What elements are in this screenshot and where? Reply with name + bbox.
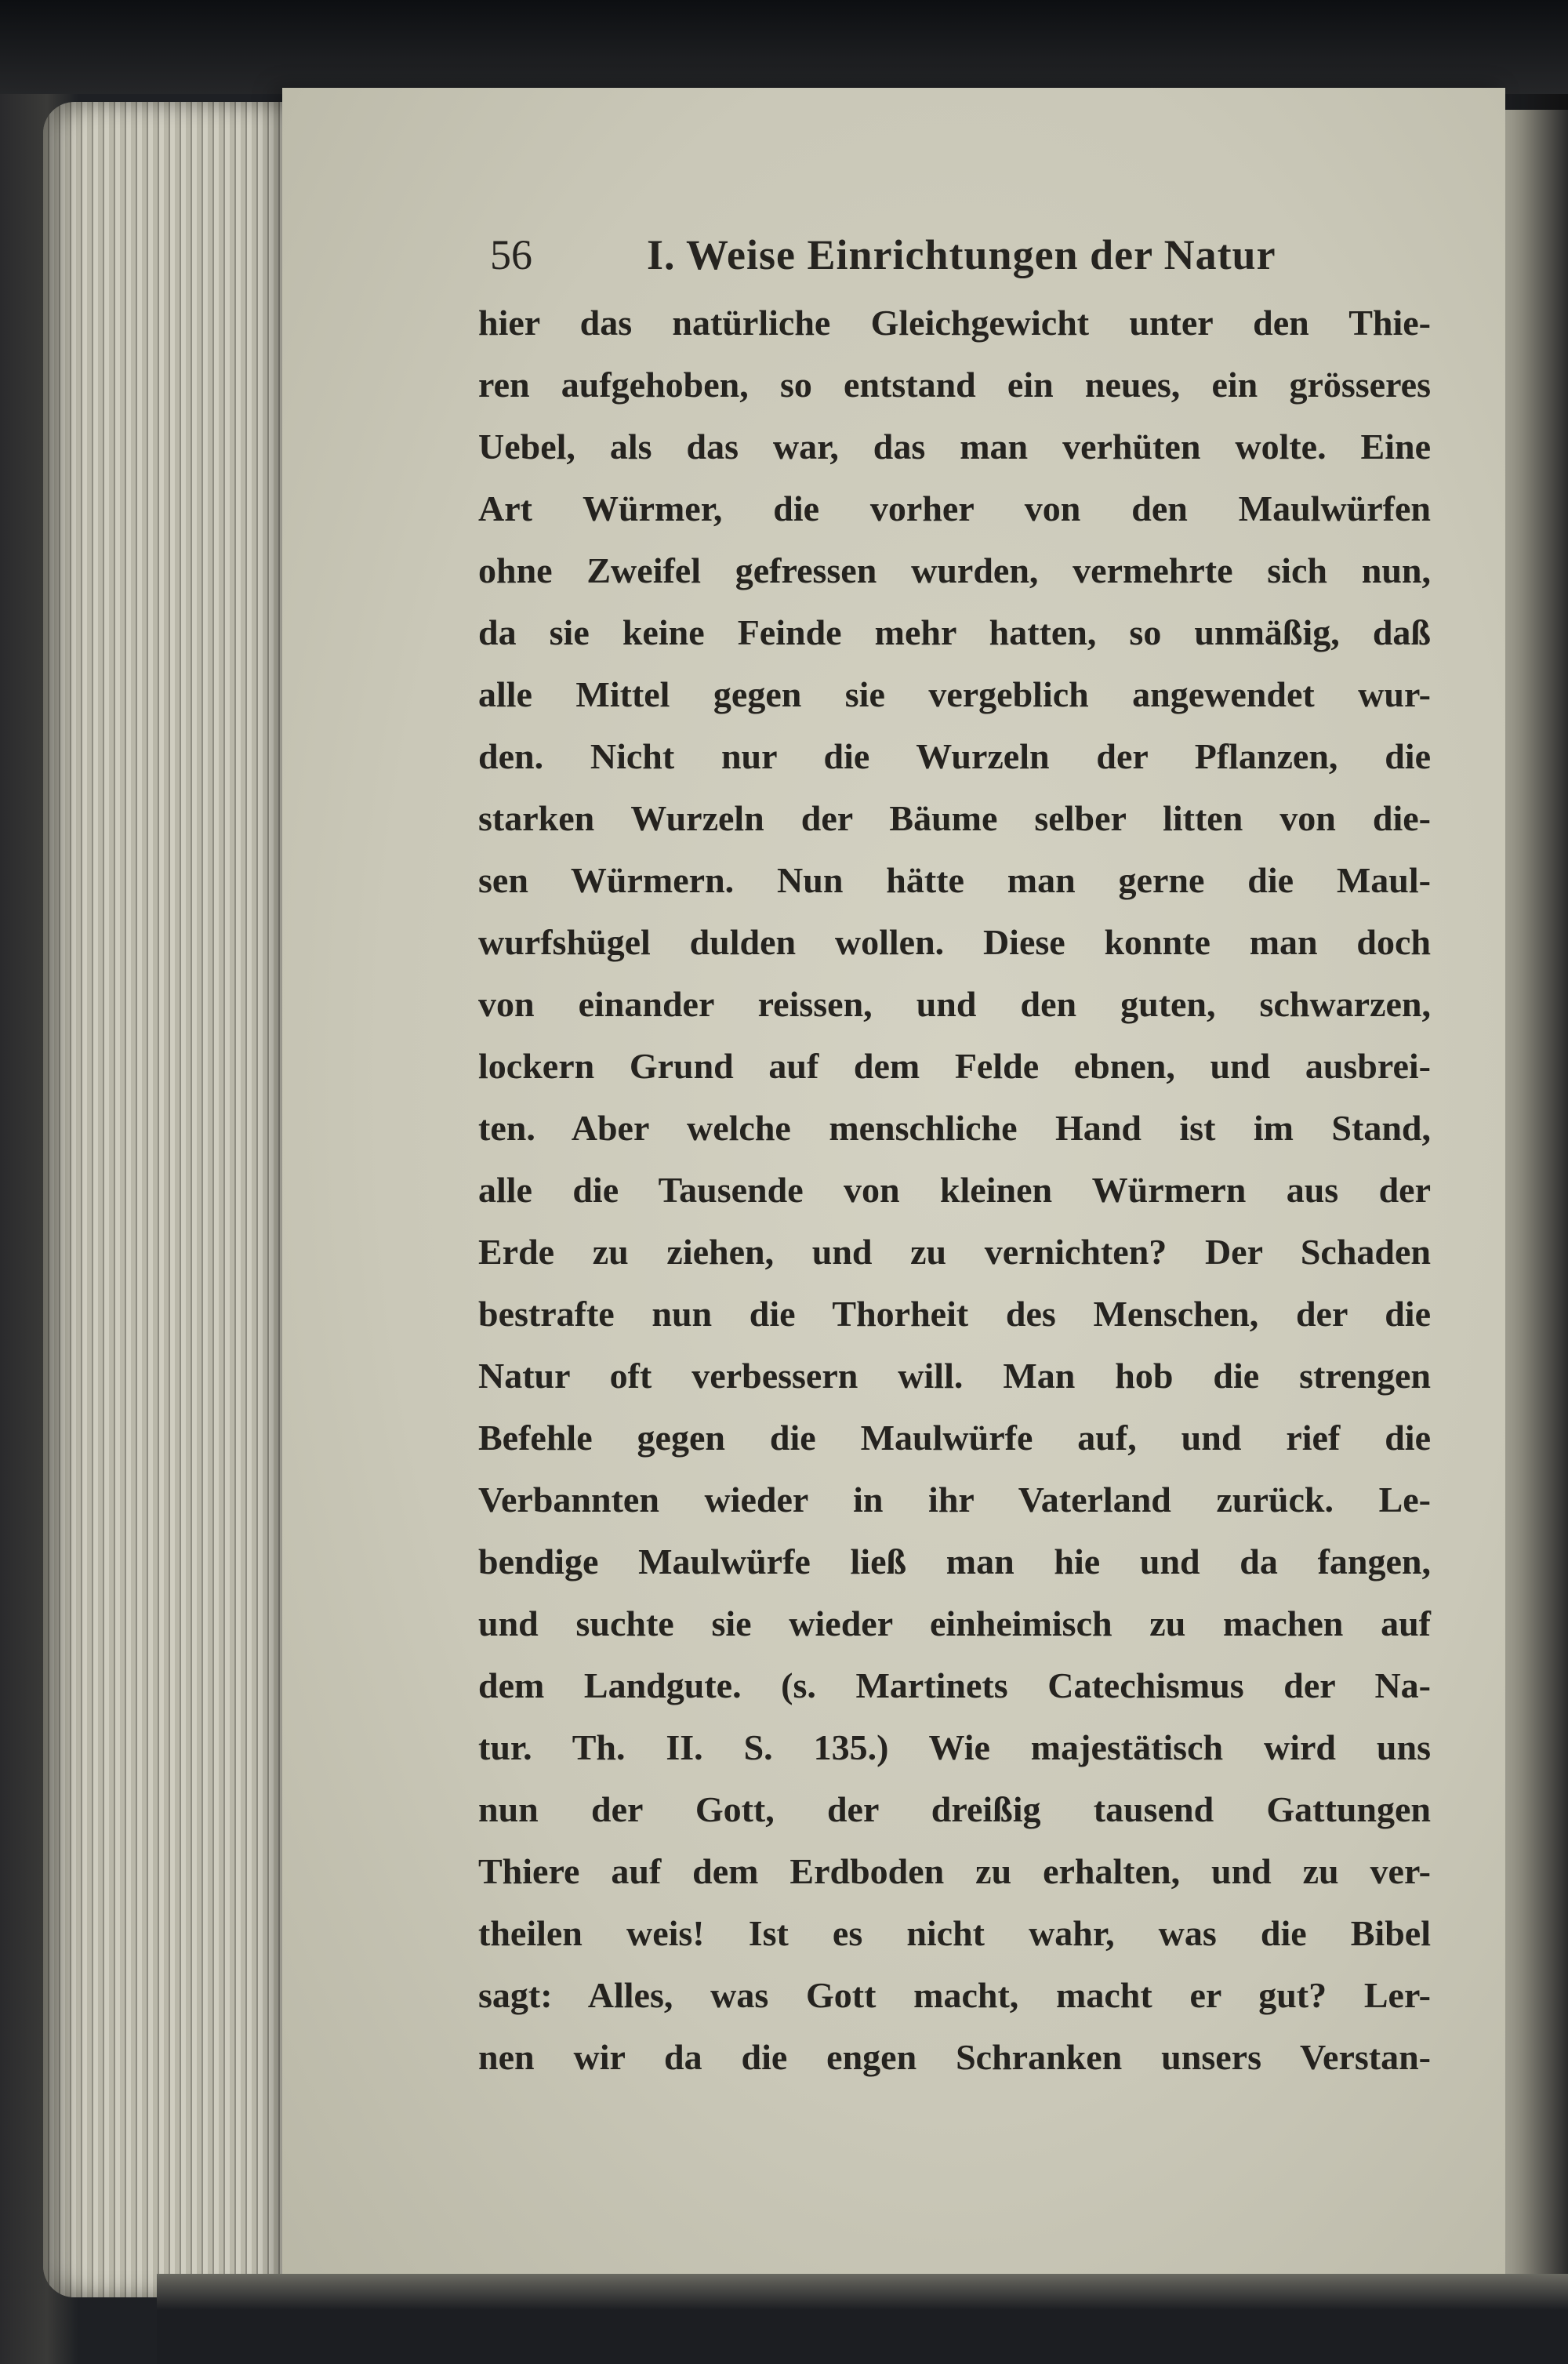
text-line: nun der Gott, der dreißig tausend Gattungen <box>478 1789 1431 1829</box>
text-line: den. Nicht nur die Wurzeln der Pflanzen, die <box>478 736 1431 776</box>
running-title: I. Weise Einrichtungen der Natur <box>647 231 1276 278</box>
text-line: Erde zu ziehen, und zu vernichten? Der Schaden <box>478 1232 1431 1272</box>
text-line: ren aufgehoben, so entstand ein neues, ein grösseres <box>478 365 1431 405</box>
text-line: lockern Grund auf dem Felde ebnen, und ausbrei- <box>478 1046 1431 1086</box>
page-number: 56 <box>490 231 532 278</box>
text-line: Uebel, als das war, das man verhüten wolte. Eine <box>478 427 1431 467</box>
text-line: ten. Aber welche menschliche Hand ist im Stand, <box>478 1108 1431 1148</box>
text-line: sagt: Alles, was Gott macht, macht er gut? Ler- <box>478 1975 1431 2015</box>
running-header <box>490 227 1352 282</box>
page-edges-stack <box>43 102 310 2297</box>
text-line: wurfshügel dulden wollen. Diese konnte man doch <box>478 922 1431 962</box>
text-line: Befehle gegen die Maulwürfe auf, und rief die <box>478 1418 1431 1458</box>
text-line: Verbannten wieder in ihr Vaterland zurück. Le- <box>478 1480 1431 1520</box>
book-cover-top <box>0 0 1568 94</box>
text-line: ohne Zweifel gefressen wurden, vermehrte sich nun, <box>478 550 1431 590</box>
text-line: bendige Maulwürfe ließ man hie und da fangen, <box>478 1542 1431 1581</box>
body-text <box>478 292 1431 2088</box>
text-line: von einander reissen, und den guten, schwarzen, <box>478 984 1431 1024</box>
text-line: hier das natürliche Gleichgewicht unter den Thie- <box>478 303 1431 343</box>
text-line: starken Wurzeln der Bäume selber litten von die- <box>478 798 1431 838</box>
text-line: tur. Th. II. S. 135.) Wie majestätisch wird uns <box>478 1727 1431 1767</box>
text-line: da sie keine Feinde mehr hatten, so unmäßig, daß <box>478 612 1431 652</box>
text-line: theilen weis! Ist es nicht wahr, was die Bibel <box>478 1913 1431 1953</box>
text-line: Art Würmer, die vorher von den Maulwürfen <box>478 488 1431 528</box>
text-line: nen wir da die engen Schranken unsers Verstan- <box>478 2037 1431 2077</box>
text-line: alle Mittel gegen sie vergeblich angewendet wur- <box>478 674 1431 714</box>
text-line: und suchte sie wieder einheimisch zu machen auf <box>478 1603 1431 1643</box>
text-line: sen Würmern. Nun hätte man gerne die Maul- <box>478 860 1431 900</box>
text-line: Natur oft verbessern will. Man hob die strengen <box>478 1356 1431 1396</box>
text-line: alle die Tausende von kleinen Würmern aus der <box>478 1170 1431 1210</box>
text-line: Thiere auf dem Erdboden zu erhalten, und zu ver- <box>478 1851 1431 1891</box>
text-line: bestrafte nun die Thorheit des Menschen, der die <box>478 1294 1431 1334</box>
text-line: dem Landgute. (s. Martinets Catechismus der Na- <box>478 1665 1431 1705</box>
bottom-shadow <box>157 2274 1568 2364</box>
